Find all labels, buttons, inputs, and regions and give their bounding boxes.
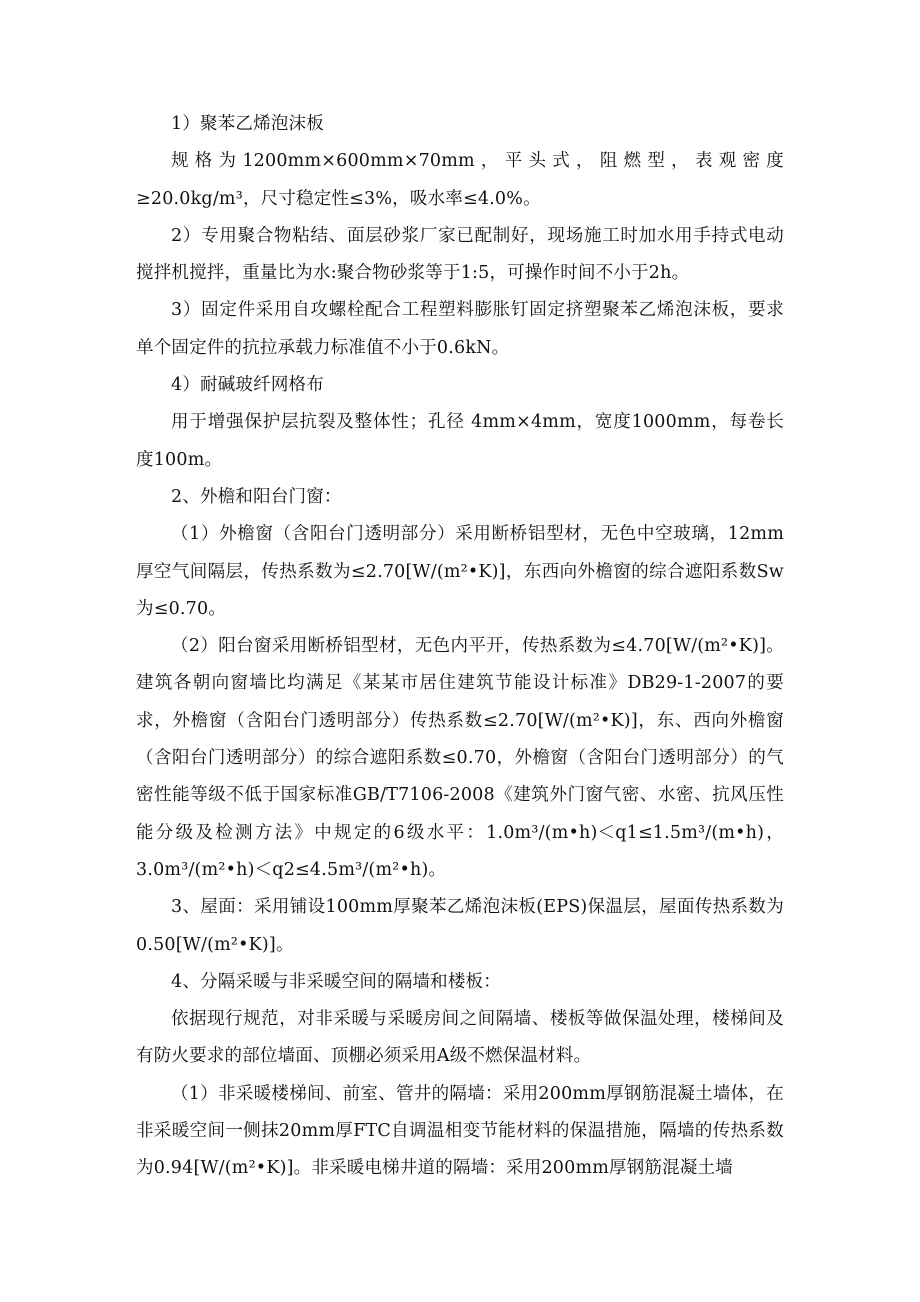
section-heading-partitions: 4、分隔采暖与非采暖空间的隔墙和楼板： <box>171 971 501 992</box>
paragraph-mesh-heading: 4）耐碱玻纤网格布 <box>171 375 324 396</box>
paragraph-balcony-windows: （2）阳台窗采用断桥铝型材，无色内平开，传热系数为≤4.70[W/(m²•K)]。建筑各朝向窗墙比均满足《某某市居住建筑节能设计标准》DB29-1-2007的要求，外檐窗（含阳台门透明部分）传热系数≤2.70[W/(m²•K)]，东、西向外檐窗（含阳台门透明部分）的综合遮阳系数≤0.70，外檐窗（含阳台门透明部分）的气密性能等级不低于国家标准GB/T7106-2008《建筑外门窗气密、水密、抗风压性能分级及检测方法》中规定的6级水平：1.0m³/(m•h)＜q1≤1.5m³/(m•h)，3.0m³/(m²•h)＜q2≤4.5m³/(m²•h)。 <box>136 636 784 880</box>
paragraph-stairwell-walls: （1）非采暖楼梯间、前室、管井的隔墙：采用200mm厚钢筋混凝土墙体，在非采暖空间一侧抹20mm厚FTC自调温相变节能材料的保温措施，隔墙的传热系数为0.94[W/(m²•K)]。非采暖电梯井道的隔墙：采用200mm厚钢筋混凝土墙 <box>136 1083 784 1179</box>
paragraph-eps-board-spec: 规格为1200mm×600mm×70mm，平头式，阻燃型，表观密度≥20.0kg/m³，尺寸稳定性≤3%，吸水率≤4.0%。 <box>136 151 784 209</box>
paragraph-fixings: 3）固定件采用自攻螺栓配合工程塑料膨胀钉固定挤塑聚苯乙烯泡沫板，要求单个固定件的抗拉承载力标准值不小于0.6kN。 <box>136 300 784 358</box>
paragraph-polymer-mortar: 2）专用聚合物粘结、面层砂浆厂家已配制好，现场施工时加水用手持式电动搅拌机搅拌，重量比为水:聚合物砂浆等于1:5，可操作时间不小于2h。 <box>136 225 784 284</box>
paragraph-exterior-windows: （1）外檐窗（含阳台门透明部分）采用断桥铝型材，无色中空玻璃，12mm厚空气间隔层，传热系数为≤2.70[W/(m²•K)]，东西向外檐窗的综合遮阳系数Sw为≤0.70。 <box>136 524 784 619</box>
document-body <box>136 106 784 1188</box>
paragraph-partition-requirements: 依据现行规范，对非采暖与采暖房间之间隔墙、楼板等做保温处理，楼梯间及有防火要求的部位墙面、顶棚必须采用A级不燃保温材料。 <box>136 1009 784 1067</box>
section-roof: 3、屋面：采用铺设100mm厚聚苯乙烯泡沫板(EPS)保温层，屋面传热系数为0.50[W/(m²•K)]。 <box>136 897 784 955</box>
paragraph-mesh-spec: 用于增强保护层抗裂及整体性；孔径 4mm×4mm，宽度1000mm，每卷长度100m。 <box>136 412 784 470</box>
paragraph-eps-board-heading: 1）聚苯乙烯泡沫板 <box>171 114 324 134</box>
section-heading-windows: 2、外檐和阳台门窗： <box>171 486 342 507</box>
